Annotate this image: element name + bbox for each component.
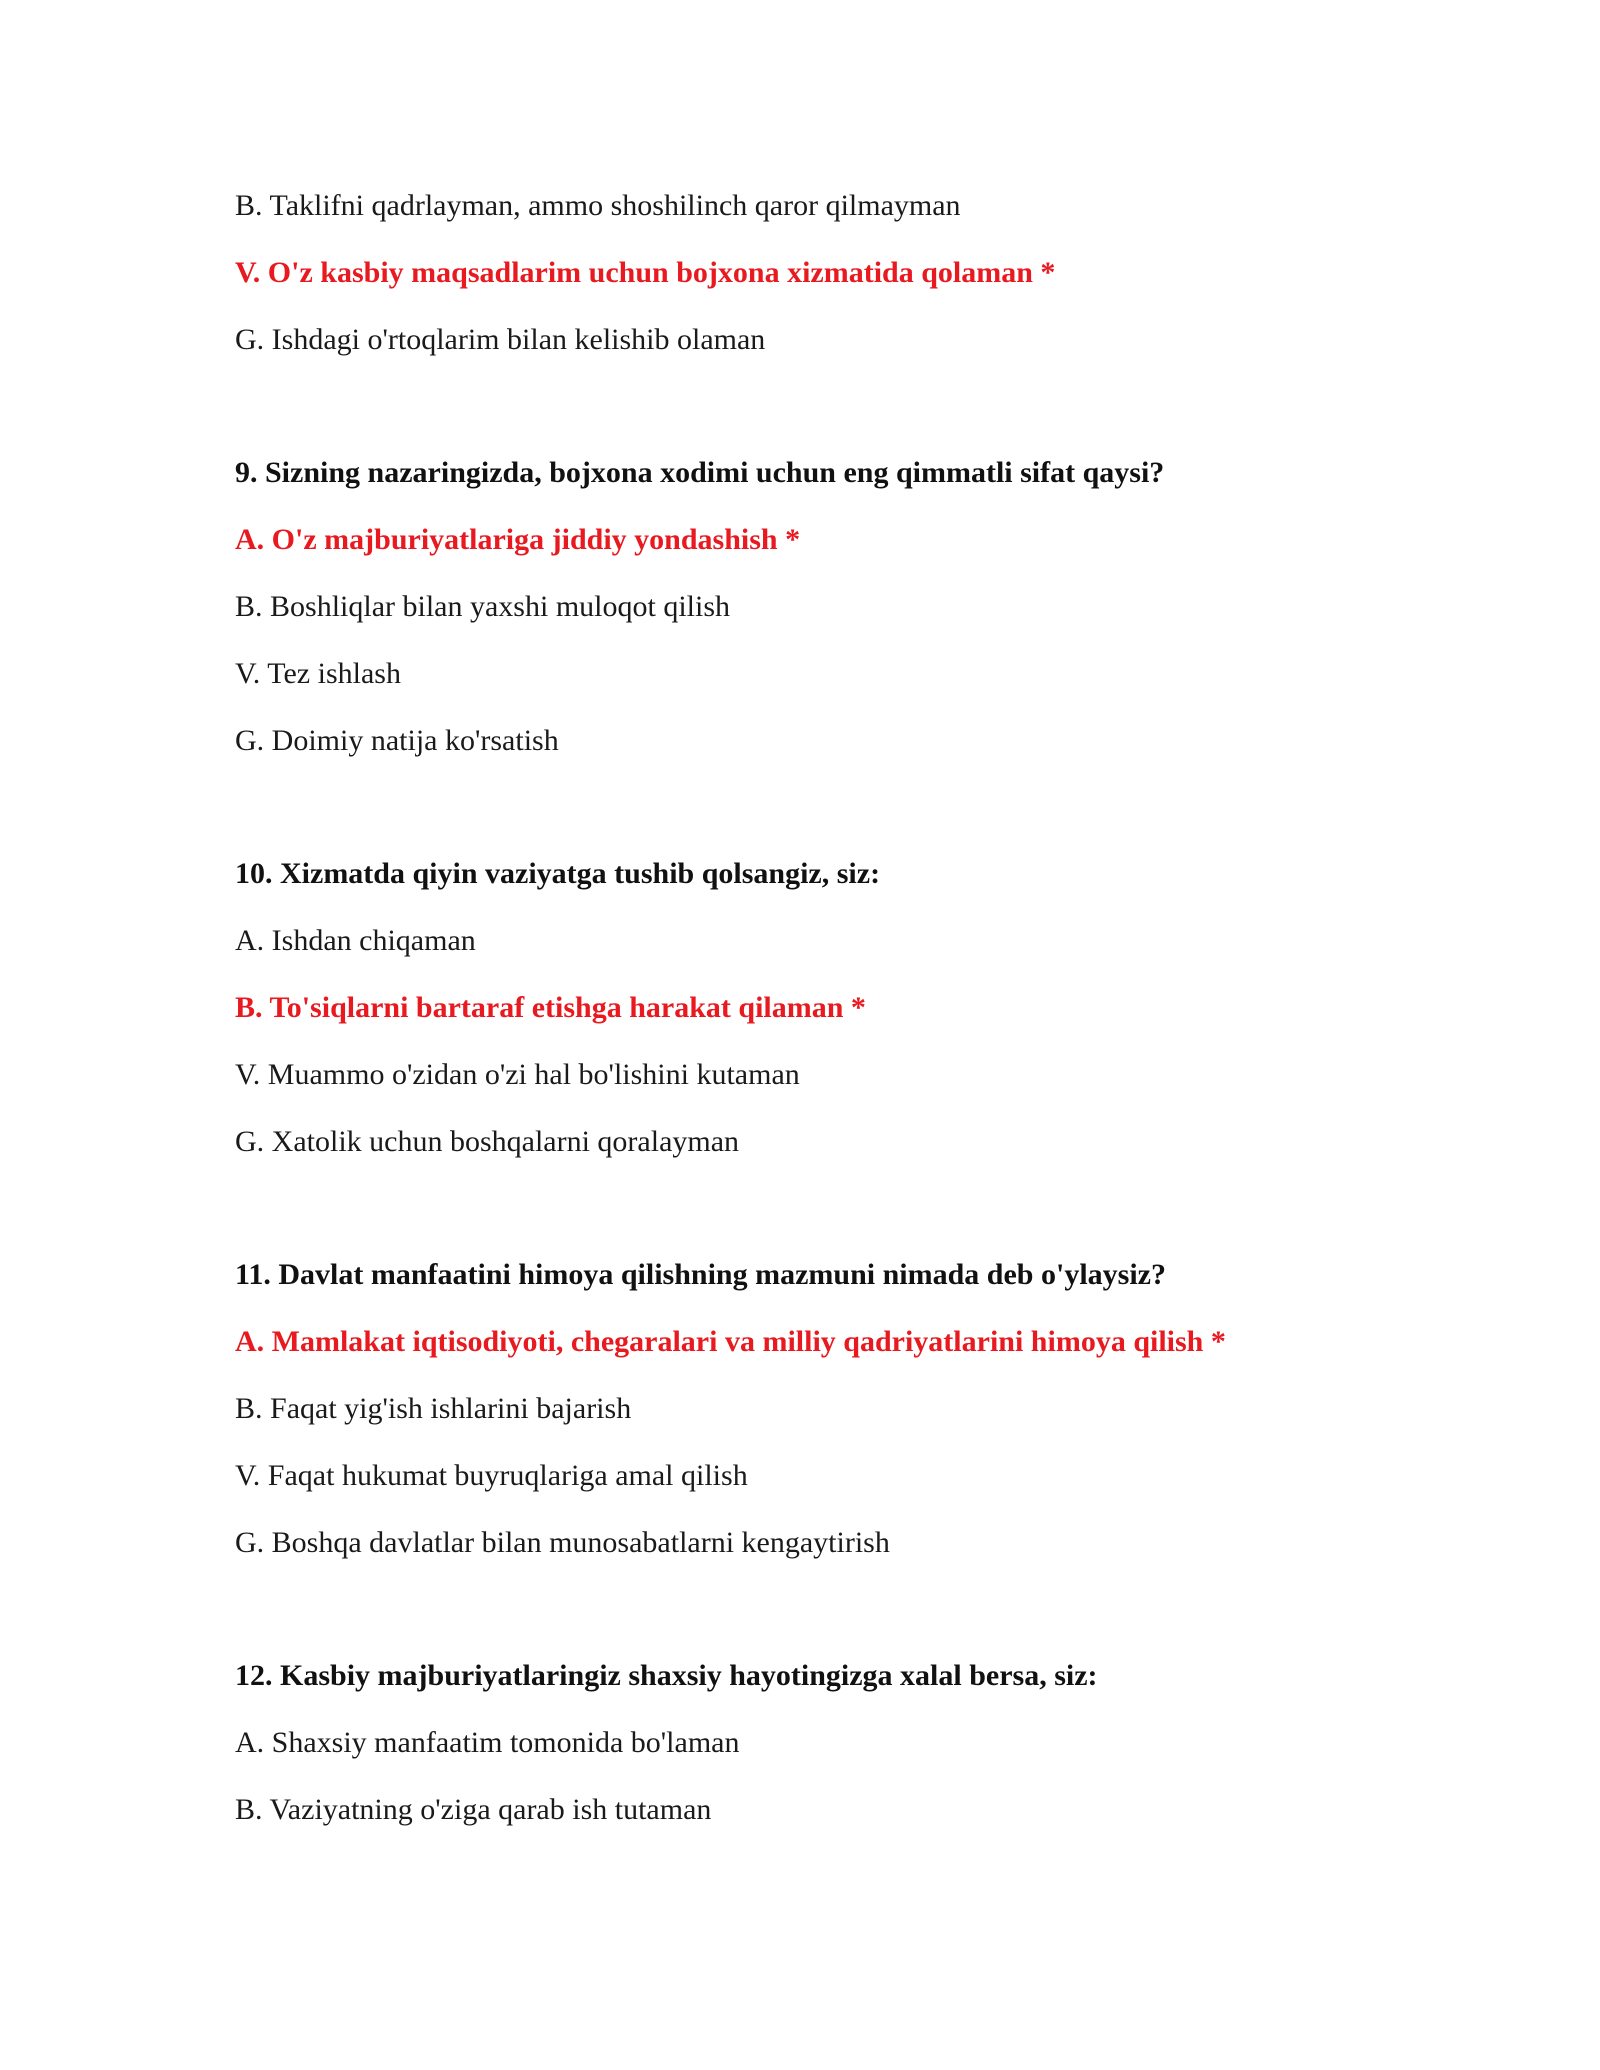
option-line: V. Faqat hukumat buyruqlariga amal qilish (235, 1459, 748, 1492)
correct-option-line: B. To'siqlarni bartaraf etishga harakat qilaman * (235, 991, 866, 1024)
question-heading: 9. Sizning nazaringizda, bojxona xodimi uchun eng qimmatli sifat qaysi? (235, 456, 1165, 489)
correct-option-line: V. O'z kasbiy maqsadlarim uchun bojxona xizmatida qolaman * (235, 256, 1056, 289)
option-line: A. Shaxsiy manfaatim tomonida bo'laman (235, 1726, 740, 1759)
option-line: A. Ishdan chiqaman (235, 924, 476, 957)
question-heading: 11. Davlat manfaatini himoya qilishning mazmuni nimada deb o'ylaysiz? (235, 1258, 1166, 1291)
option-line: B. Vaziyatning o'ziga qarab ish tutaman (235, 1793, 712, 1826)
option-line: G. Ishdagi o'rtoqlarim bilan kelishib olaman (235, 323, 766, 356)
option-line: G. Boshqa davlatlar bilan munosabatlarni kengaytirish (235, 1526, 890, 1559)
option-line: G. Xatolik uchun boshqalarni qoralayman (235, 1125, 740, 1158)
question-heading: 10. Xizmatda qiyin vaziyatga tushib qolsangiz, siz: (235, 857, 881, 890)
option-line: V. Tez ishlash (235, 657, 401, 690)
option-line: B. Boshliqlar bilan yaxshi muloqot qilish (235, 590, 730, 623)
correct-option-line: A. Mamlakat iqtisodiyoti, chegaralari va milliy qadriyatlarini himoya qilish * (235, 1325, 1226, 1358)
option-line: B. Faqat yig'ish ishlarini bajarish (235, 1392, 632, 1425)
option-line: V. Muammo o'zidan o'zi hal bo'lishini kutaman (235, 1058, 800, 1091)
option-line: B. Taklifni qadrlayman, ammo shoshilinch qaror qilmayman (235, 189, 961, 222)
option-line: G. Doimiy natija ko'rsatish (235, 724, 559, 757)
question-heading: 12. Kasbiy majburiyatlaringiz shaxsiy hayotingizga xalal bersa, siz: (235, 1659, 1098, 1692)
correct-option-line: A. O'z majburiyatlariga jiddiy yondashish * (235, 523, 801, 556)
